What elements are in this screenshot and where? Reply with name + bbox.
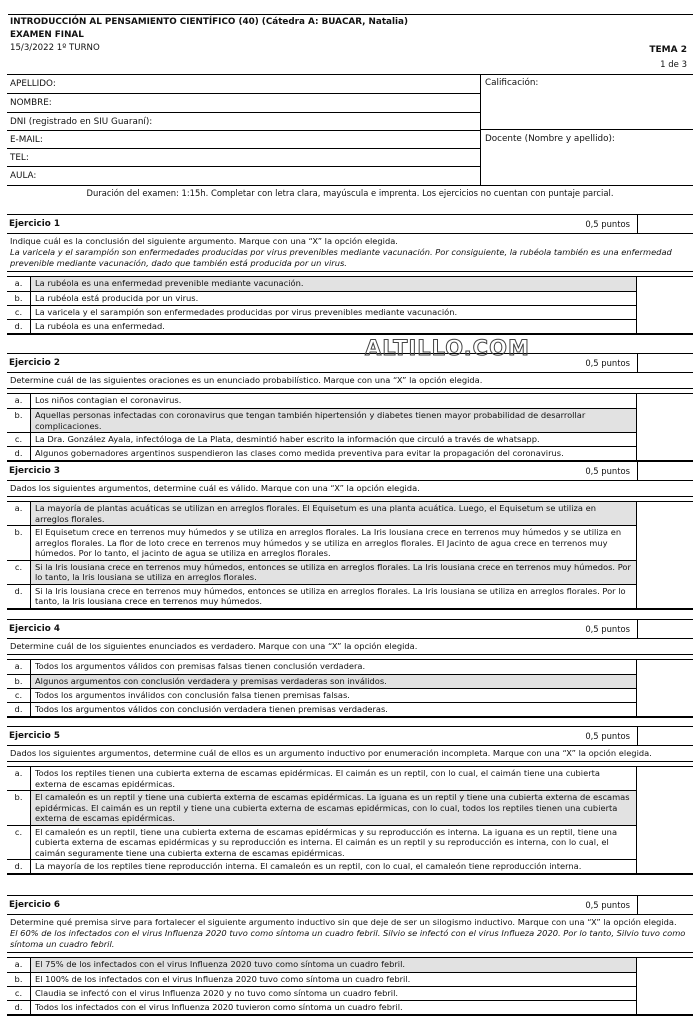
- exercise-6: [7, 895, 693, 1016]
- exercise-title: Ejercicio 2: [9, 358, 61, 368]
- exercise-title: Ejercicio 1: [9, 219, 61, 229]
- option-letter: a.: [7, 958, 31, 972]
- exercise-4: [7, 619, 693, 718]
- exercise-points: 0,5 puntos: [585, 900, 630, 910]
- score-box[interactable]: [637, 462, 693, 480]
- option-row[interactable]: [7, 291, 637, 305]
- option-row[interactable]: [7, 660, 637, 674]
- prompt-text: Determine cuál de los siguientes enunciados es verdadero. Marque con una “X” la opción elegida.: [10, 641, 418, 651]
- option-text: El Equisetum crece en terrenos muy húmedos y se utiliza en arreglos florales. La Iris lousiana crece en terrenos muy húmedos y se utiliza en arreglos florales. La flor de loto crece en terrenos muy húmedos y se utiliza en arreglos florales. El Jacinto de agua crece en terrenos muy húmedos. Por lo tanto, el jacinto de agua se utiliza en arreglos florales.: [31, 526, 637, 560]
- exercise-prompt: [7, 746, 693, 762]
- option-text: El camaleón es un reptil y tiene una cubierta externa de escamas epidérmicas. La iguana es un reptil y tiene una cubierta externa de escamas epidérmicas. El caimán es un reptil y tiene una cubierta externa de escamas epidérmicas, con lo cual, todos los reptiles tienen una cubierta externa de escamas epidérmicas.: [31, 791, 637, 825]
- exercise-header: [7, 620, 693, 639]
- option-letter: b.: [7, 409, 31, 432]
- option-row[interactable]: [7, 525, 637, 560]
- option-letter: c.: [7, 561, 31, 584]
- option-row[interactable]: [7, 432, 637, 446]
- option-letter: c.: [7, 826, 31, 860]
- docente-field[interactable]: Docente (Nombre y apellido):: [485, 134, 615, 144]
- option-letter: d.: [7, 320, 31, 333]
- argument-text: El 60% de los infectados con el virus Influenza 2020 tuvo como síntoma un cuadro febril. Silvio se infectó con el virus Influeza 2020. Por lo tanto, Silvio tuvo como síntoma un cuadro febril.: [10, 928, 686, 949]
- options-table: [7, 393, 693, 461]
- option-row[interactable]: [7, 790, 637, 825]
- option-row[interactable]: [7, 584, 637, 608]
- nombre-field[interactable]: NOMBRE:: [7, 93, 481, 112]
- tema-label: TEMA 2: [649, 45, 687, 55]
- exercise-5: [7, 726, 693, 875]
- option-letter: d.: [7, 585, 31, 608]
- option-text: La Dra. González Ayala, infectóloga de La Plata, desmintió haber escrito la información que circuló a través de whatsapp.: [31, 433, 637, 446]
- student-fields: [7, 75, 481, 185]
- option-text: La rubéola está producida por un virus.: [31, 292, 637, 305]
- exercise-prompt: [7, 373, 693, 389]
- prompt-text: Determine qué premisa sirve para fortalecer el siguiente argumento inductivo sin que deje de ser un silogismo inductivo. Marque con una “X” la opción elegida.: [10, 917, 677, 927]
- option-row[interactable]: [7, 1000, 637, 1014]
- aula-field[interactable]: AULA:: [7, 166, 481, 185]
- options-table: [7, 276, 693, 334]
- exercise-header: [7, 896, 693, 915]
- exercise-prompt: [7, 234, 693, 272]
- option-row[interactable]: [7, 859, 637, 873]
- exercise-title: Ejercicio 5: [9, 731, 61, 741]
- email-field[interactable]: E-MAIL:: [7, 130, 481, 149]
- option-letter: d.: [7, 860, 31, 873]
- option-letter: b.: [7, 292, 31, 305]
- exercise-header: [7, 462, 693, 481]
- prompt-text: Determine cuál de las siguientes oraciones es un enunciado probabilístico. Marque con una “X” la opción elegida.: [10, 375, 483, 385]
- exercise-2: [7, 353, 693, 462]
- calificacion-field[interactable]: Calificación:: [485, 78, 539, 88]
- options-table: [7, 957, 693, 1015]
- exercise-points: 0,5 puntos: [585, 731, 630, 741]
- option-letter: a.: [7, 502, 31, 525]
- option-text: El 100% de los infectados con el virus Influenza 2020 tuvo como síntoma un cuadro febril.: [31, 973, 637, 986]
- header-rule: [8, 14, 693, 15]
- prompt-text: Dados los siguientes argumentos, determine cuál de ellos es un argumento inductivo por enumeración incompleta. Marque con una “X” la opción elegida.: [10, 748, 652, 758]
- option-text: Todos los infectados con el virus Influenza 2020 tuvieron como síntoma un cuadro febril.: [31, 1001, 637, 1014]
- options-table: [7, 659, 693, 717]
- option-letter: d.: [7, 703, 31, 716]
- option-letter: b.: [7, 791, 31, 825]
- exercise-points: 0,5 puntos: [585, 219, 630, 229]
- option-row[interactable]: [7, 767, 637, 790]
- option-row[interactable]: [7, 688, 637, 702]
- option-text: Si la Iris lousiana crece en terrenos muy húmedos, entonces se utiliza en arreglos florales. La Iris lousiana crece en terrenos muy húmedos. Por lo tanto, la Iris lousiana se utiliza en arreglos florales.: [31, 561, 637, 584]
- id-separator: [481, 129, 693, 130]
- option-text: Aquellas personas infectadas con coronavirus que tengan también hipertensión y diabetes tienen mayor probabilidad de desarrollar complicaciones.: [31, 409, 637, 432]
- option-row[interactable]: [7, 986, 637, 1000]
- option-letter: a.: [7, 394, 31, 408]
- score-box[interactable]: [637, 354, 693, 372]
- option-row[interactable]: [7, 825, 637, 860]
- option-row[interactable]: [7, 394, 637, 408]
- option-text: Si la Iris lousiana crece en terrenos muy húmedos, entonces se utiliza en arreglos florales. La Iris lousiana se utiliza en arreglos florales. Por lo tanto, la Iris lousiana crece en terrenos muy húmedos.: [31, 585, 637, 608]
- exercise-3: [7, 461, 693, 610]
- option-text: Todos los argumentos válidos con conclusión verdadera tienen premisas verdaderas.: [31, 703, 637, 716]
- exercise-1: [7, 214, 693, 335]
- exercise-title: Ejercicio 4: [9, 624, 61, 634]
- exercise-title: Ejercicio 3: [9, 466, 61, 476]
- option-row[interactable]: [7, 319, 637, 333]
- option-letter: c.: [7, 987, 31, 1000]
- option-row[interactable]: [7, 702, 637, 716]
- exercise-header: [7, 215, 693, 234]
- option-text: La rubéola es una enfermedad.: [31, 320, 637, 333]
- option-letter: b.: [7, 675, 31, 688]
- exercise-prompt: [7, 639, 693, 655]
- score-box[interactable]: [637, 620, 693, 638]
- options-table: [7, 501, 693, 609]
- option-text: La mayoría de plantas acuáticas se utilizan en arreglos florales. El Equisetum es una planta acuática. Luego, el Equisetum se utiliza en arreglos florales.: [31, 502, 637, 525]
- option-text: La varicela y el sarampión son enfermedades producidas por virus prevenibles mediante vacunación.: [31, 306, 637, 319]
- option-letter: b.: [7, 526, 31, 560]
- option-letter: a.: [7, 767, 31, 790]
- option-row[interactable]: [7, 560, 637, 584]
- prompt-text: Indique cuál es la conclusión del siguiente argumento. Marque con una “X” la opción elegida.: [10, 236, 398, 246]
- exercise-points: 0,5 puntos: [585, 624, 630, 634]
- option-text: La mayoría de los reptiles tiene reproducción interna. El camaleón es un reptil, con lo cual, el camaleón tiene reproducción interna.: [31, 860, 637, 873]
- option-row[interactable]: [7, 408, 637, 432]
- option-text: Los niños contagian el coronavirus.: [31, 394, 637, 408]
- option-text: El camaleón es un reptil, tiene una cubierta externa de escamas epidérmicas y su reproducción es interna. La iguana es un reptil, tiene una cubierta externa de escamas epidérmicas y su reproducción es interna. El caimán es un reptil y su reproducción es interna, con lo cual, el caimán seguramente tiene una cubierta externa de escamas epidérmicas.: [31, 826, 637, 860]
- exercise-prompt: [7, 481, 693, 497]
- option-letter: d.: [7, 1001, 31, 1014]
- option-letter: b.: [7, 973, 31, 986]
- option-row[interactable]: [7, 305, 637, 319]
- exam-date: 15/3/2022 1º TURNO: [10, 43, 100, 53]
- option-letter: c.: [7, 689, 31, 702]
- apellido-field[interactable]: APELLIDO:: [10, 79, 56, 89]
- option-row[interactable]: [7, 972, 637, 986]
- option-row[interactable]: [7, 277, 637, 291]
- option-row[interactable]: [7, 502, 637, 525]
- dni-field[interactable]: DNI (registrado en SIU Guaraní):: [7, 112, 481, 131]
- option-letter: a.: [7, 660, 31, 674]
- option-text: Algunos argumentos con conclusión verdadera y premisas verdaderas son inválidos.: [31, 675, 637, 688]
- score-box[interactable]: [637, 215, 693, 233]
- course-title: INTRODUCCIÓN AL PENSAMIENTO CIENTÍFICO (40) (Cátedra A: BUACAR, Natalia): [10, 17, 408, 27]
- option-text: La rubéola es una enfermedad prevenible mediante vacunación.: [31, 277, 637, 291]
- student-id-box: [7, 74, 693, 186]
- watermark-logo: ALTILLO.COM: [365, 336, 530, 360]
- score-box[interactable]: [637, 727, 693, 745]
- argument-text: La varicela y el sarampión son enfermedades producidas por virus prevenibles mediante vacunación. Por consiguiente, la rubéola también es una enfermedad prevenible mediante vacunación, dado que también está producida por un virus.: [10, 247, 672, 268]
- exercise-title: Ejercicio 6: [9, 900, 61, 910]
- option-row[interactable]: [7, 446, 637, 460]
- option-letter: a.: [7, 277, 31, 291]
- option-letter: d.: [7, 447, 31, 460]
- option-text: Todos los argumentos inválidos con conclusión falsa tienen premisas falsas.: [31, 689, 637, 702]
- prompt-text: Dados los siguientes argumentos, determine cuál es válido. Marque con una “X” la opción elegida.: [10, 483, 420, 493]
- option-row[interactable]: [7, 674, 637, 688]
- tel-field[interactable]: TEL:: [7, 148, 481, 167]
- page-number: 1 de 3: [660, 60, 687, 70]
- exercise-header: [7, 354, 693, 373]
- option-row[interactable]: [7, 958, 637, 972]
- score-box[interactable]: [637, 896, 693, 914]
- exercise-prompt: [7, 915, 693, 953]
- option-text: Claudia se infectó con el virus Influenza 2020 y no tuvo como síntoma un cuadro febril.: [31, 987, 637, 1000]
- exercise-points: 0,5 puntos: [585, 358, 630, 368]
- option-text: Algunos gobernadores argentinos suspendieron las clases como medida preventiva para evitar la propagación del coronavirus.: [31, 447, 637, 460]
- option-text: El 75% de los infectados con el virus Influenza 2020 tuvo como síntoma un cuadro febril.: [31, 958, 637, 972]
- option-letter: c.: [7, 306, 31, 319]
- exercise-points: 0,5 puntos: [585, 466, 630, 476]
- option-text: Todos los reptiles tienen una cubierta externa de escamas epidérmicas. El caimán es un reptil, con lo cual, el caimán tiene una cubierta externa de escamas epidérmicas.: [31, 767, 637, 790]
- option-text: Todos los argumentos válidos con premisas falsas tienen conclusión verdadera.: [31, 660, 637, 674]
- exercise-header: [7, 727, 693, 746]
- exam-type: EXAMEN FINAL: [10, 30, 84, 40]
- instructions: Duración del examen: 1:15h. Completar con letra clara, mayúscula e imprenta. Los ejercicios no cuentan con puntaje parcial.: [86, 188, 614, 198]
- options-table: [7, 766, 693, 874]
- option-letter: c.: [7, 433, 31, 446]
